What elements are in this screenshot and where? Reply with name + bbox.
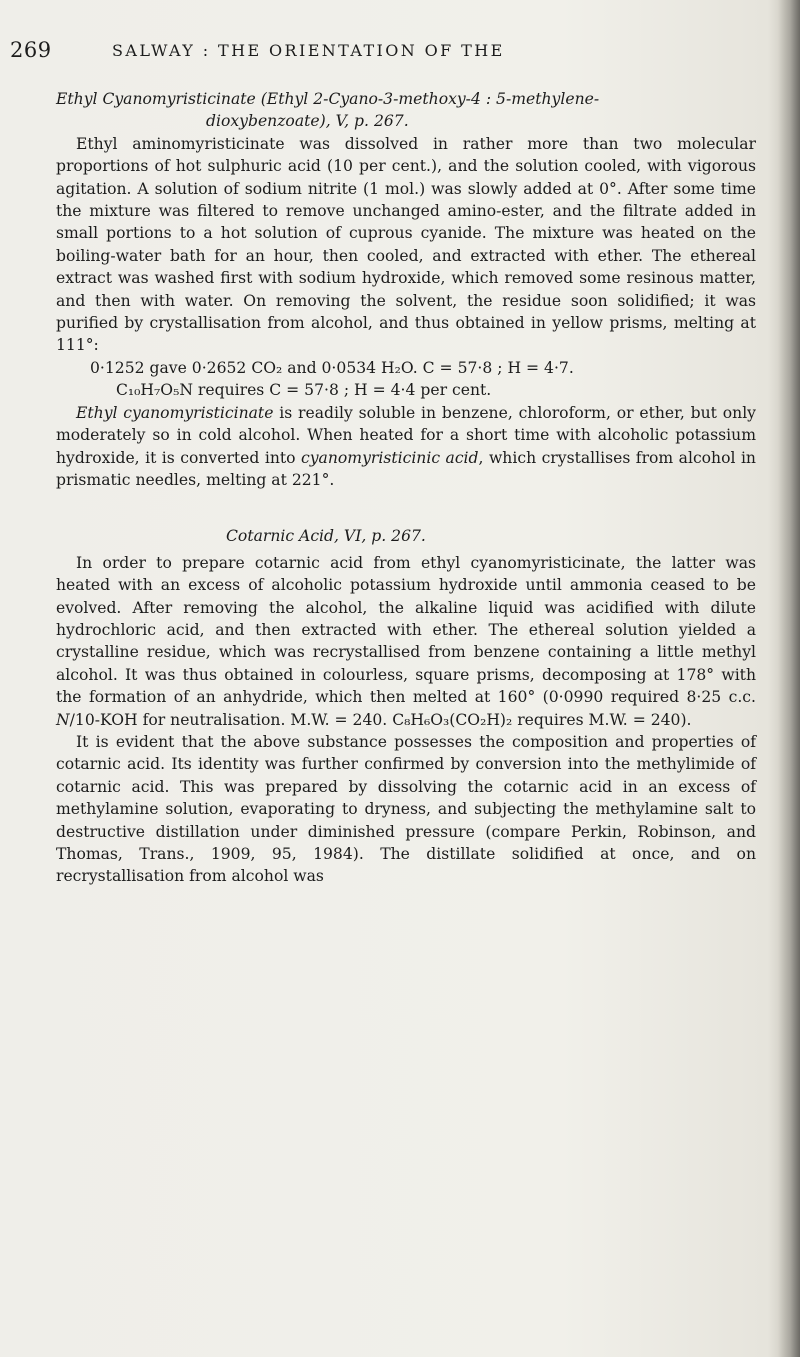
section-title-line2: dioxybenzoate), V, p. 267.	[206, 112, 409, 131]
compound-name-italic: Ethyl cyanomyristicinate	[76, 403, 274, 422]
paragraph-preparation: Ethyl aminomyristicinate was dissolved in rather more than two molecular proportions of hot sulphuric acid (10 per cent.), and the solution cooled, with vigorous agitation. A solution of sodium nitrite (1 mol.) was slowly added at 0°. After some time the mixture was filtered to remove unchanged amino-ester, and the filtrate added in small portions to a hot solution of cuprous cyanide. The mixture was heated on the boiling-water bath for an hour, then cooled, and extracted with ether. The ethereal extract was washed first with sodium hydroxide, which removed some resinous matter, and then with water. On removing the solvent, the residue soon solidified; it was purified by crystallisation from alcohol, and thus obtained in yellow prisms, melting at 111°:	[56, 134, 756, 355]
paragraph-properties-text1: is readily soluble in benzene, chloroform, or ether, but only moderately so in cold alcohol. When heated for a short time with alcoholic potassium hydroxide, it is converted into	[56, 403, 756, 467]
page-number: 269	[10, 38, 52, 62]
paragraph-properties-text2: , which crystallises from alcohol in prismatic needles, melting at 221°.	[56, 448, 756, 489]
normality-symbol: N	[56, 710, 70, 729]
paragraph-cotarnic-preparation	[56, 552, 756, 731]
section-title-line1: Ethyl Cyanomyristicinate (Ethyl 2-Cyano-3-methoxy-4 : 5-methylene-	[56, 90, 600, 108]
page-header	[0, 38, 780, 66]
paragraph-cotarnic-text1: In order to prepare cotarnic acid from ethyl cyanomyristicinate, the latter was heated with an excess of alcoholic potassium hydroxide until ammonia ceased to be evolved. After removing the alcohol, the alkaline liquid was acidified with dilute hydrochloric acid, and then extracted with ether. The ethereal solution yielded a crystalline residue, which was recrystallised from benzene containing a little methyl alcohol. It was thus obtained in colourless, square prisms, decomposing at 178° with the formation of an anhydride, which then melted at 160° (0·0990 required 8·25 c.c.	[56, 553, 756, 707]
analysis-required: C₁₀H₇O₅N requires C = 57·8 ; H = 4·4 per cent.	[116, 381, 492, 400]
section-title-ethyl-cyanomyristicinate	[56, 88, 756, 133]
paragraph-cotarnic-text2: /10-KOH for neutralisation. M.W. = 240. C₈H₆O₃(CO₂H)₂ requires M.W. = 240).	[69, 710, 692, 729]
page-edge-shadow	[778, 0, 800, 1357]
running-head: SALWAY : THE ORIENTATION OF THE	[112, 41, 505, 60]
paragraph-identity: It is evident that the above substance possesses the composition and properties of cotarnic acid. Its identity was further confirmed by conversion into the methylimide of cotarnic acid. This was prepared by dissolving the cotarnic acid in an excess of methylamine solution, evaporating to dryness, and subjecting the methylamine salt to destructive distillation under diminished pressure (compare Perkin, Robinson, and Thomas, Trans., 1909, 95, 1984). The distillate solidified at once, and on recrystallisation from alcohol was	[56, 732, 756, 886]
analysis-found: 0·1252 gave 0·2652 CO₂ and 0·0534 H₂O. C = 57·8 ; H = 4·7.	[90, 358, 574, 377]
acid-name-italic: cyanomyristicinic acid	[301, 448, 479, 467]
body-text	[56, 88, 756, 888]
section-heading-cotarnic-acid: Cotarnic Acid, VI, p. 267.	[226, 527, 426, 546]
paragraph-properties	[56, 402, 756, 492]
